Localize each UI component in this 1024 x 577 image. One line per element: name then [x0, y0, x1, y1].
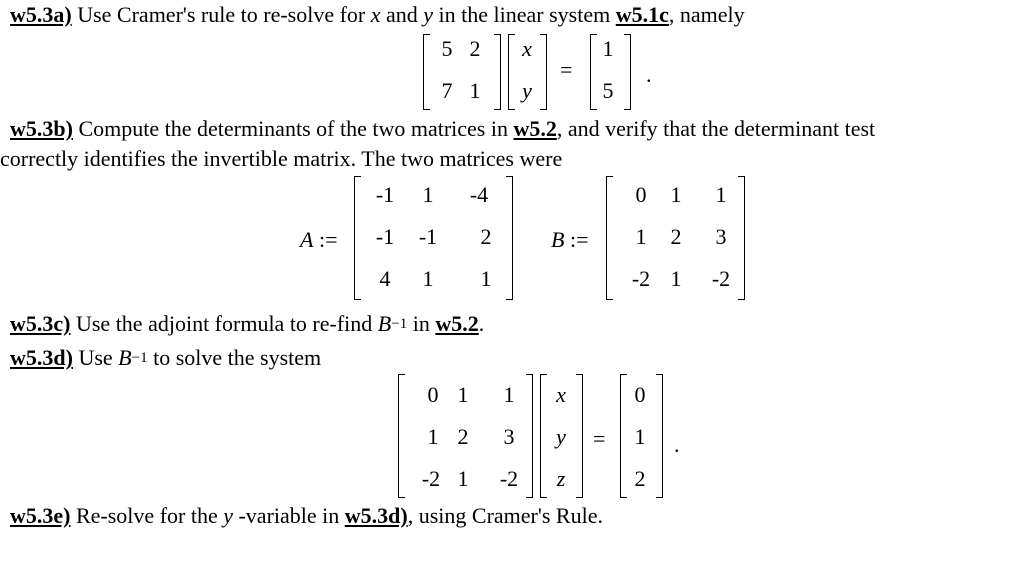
var-b: B	[377, 311, 392, 336]
matrix-cell: 1	[457, 466, 469, 491]
inverse-exponent: −1	[131, 350, 148, 366]
text: .	[478, 311, 485, 336]
reference-link: w5.2	[513, 116, 557, 141]
period: .	[646, 62, 652, 87]
bracket-right	[738, 176, 745, 300]
matrix-name: B	[551, 227, 565, 252]
vector-var: x	[522, 36, 532, 61]
problem-label: w5.3c)	[10, 311, 71, 336]
period: .	[674, 432, 680, 457]
paragraph-w5-3d	[10, 345, 321, 374]
matrix-cell: -1	[375, 182, 395, 207]
matrix-cell: 3	[715, 224, 727, 249]
matrix-cell: -2	[499, 466, 519, 491]
paragraph-w5-3c	[10, 311, 484, 340]
matrix-cell: 1	[457, 382, 469, 407]
vector-cell: 2	[634, 466, 646, 491]
var-b: B	[118, 345, 132, 370]
vector-var: y	[522, 78, 532, 103]
matrix-name: A	[300, 227, 314, 252]
vector-var: y	[556, 424, 566, 449]
matrix-cell: 0	[427, 382, 439, 407]
bracket-right	[656, 374, 663, 498]
matrix-cell: 1	[503, 382, 515, 407]
vector-cell: 5	[602, 78, 614, 103]
assign-sign: :=	[319, 227, 338, 252]
text: , using Cramer's Rule.	[407, 503, 603, 528]
problem-label: w5.3e)	[10, 503, 71, 528]
matrix-cell: 4	[379, 266, 391, 291]
problem-label: w5.3b)	[10, 116, 73, 141]
bracket-left	[606, 176, 613, 300]
text: and	[380, 2, 424, 27]
text: Use	[72, 345, 119, 370]
text: Use the adjoint formula to re-find	[70, 311, 378, 336]
bracket-right	[506, 176, 513, 300]
vector-var: x	[556, 382, 566, 407]
vector-cell: 1	[634, 424, 646, 449]
matrix-cell: -2	[631, 266, 651, 291]
bracket-right	[526, 374, 533, 498]
matrix-cell: -1	[375, 224, 395, 249]
text: Use Cramer's rule to re-solve for	[71, 2, 371, 27]
var-x: x	[370, 2, 381, 27]
inverse-exponent: −1	[391, 316, 408, 332]
matrix-cell: 1	[469, 78, 481, 103]
matrix-cell: 1	[427, 424, 439, 449]
var-y: y	[423, 2, 434, 27]
text: in	[407, 311, 436, 336]
matrix-cell: 1	[670, 266, 682, 291]
bracket-left	[423, 34, 430, 110]
matrix-cell: -1	[418, 224, 438, 249]
matrix-cell: 2	[469, 36, 481, 61]
var-y: y	[223, 503, 233, 528]
matrix-cell: 1	[635, 224, 647, 249]
equals-sign: =	[593, 426, 606, 451]
text: in the linear system	[433, 2, 616, 27]
text: Re-solve for the	[70, 503, 224, 528]
bracket-left	[354, 176, 361, 300]
text: , and verify that the determinant test	[556, 116, 876, 141]
paragraph-w5-3b	[10, 116, 875, 142]
assign-sign: :=	[570, 227, 589, 252]
matrix-cell: 2	[457, 424, 469, 449]
text: to solve the system	[147, 345, 322, 370]
text: -variable in	[232, 503, 345, 528]
problem-label: w5.3d)	[10, 345, 73, 370]
text: , namely	[668, 2, 745, 27]
matrix-cell: 3	[503, 424, 515, 449]
reference-link: w5.2	[435, 311, 479, 336]
bracket-right	[624, 34, 631, 110]
matrix-cell: 1	[480, 266, 492, 291]
matrix-cell: 7	[441, 78, 453, 103]
matrix-cell: 5	[441, 36, 453, 61]
matrix-cell: 1	[670, 182, 682, 207]
bracket-right	[576, 374, 583, 498]
bracket-right	[494, 34, 501, 110]
matrix-cell: -2	[421, 466, 441, 491]
matrix-cell: 2	[670, 224, 682, 249]
vector-cell: 1	[602, 36, 614, 61]
vector-var: z	[556, 466, 566, 491]
paragraph-w5-3e	[10, 503, 603, 529]
matrix-cell: 1	[422, 182, 434, 207]
bracket-right	[540, 34, 547, 110]
bracket-left	[398, 374, 405, 498]
matrix-cell: 1	[715, 182, 727, 207]
reference-link: w5.1c	[615, 2, 669, 27]
matrix-cell: 1	[422, 266, 434, 291]
problem-label: w5.3a)	[10, 2, 72, 27]
matrix-cell: -4	[469, 182, 489, 207]
matrix-cell: 2	[480, 224, 492, 249]
equals-sign: =	[560, 57, 573, 82]
paragraph-w5-3a	[10, 2, 745, 28]
text: Compute the determinants of the two matrices in	[72, 116, 514, 141]
reference-link: w5.3d)	[344, 503, 408, 528]
vector-cell: 0	[634, 382, 646, 407]
paragraph-w5-3b-line2: correctly identifies the invertible matrix. The two matrices were	[0, 146, 563, 171]
matrix-cell: 0	[635, 182, 647, 207]
matrix-cell: -2	[711, 266, 731, 291]
